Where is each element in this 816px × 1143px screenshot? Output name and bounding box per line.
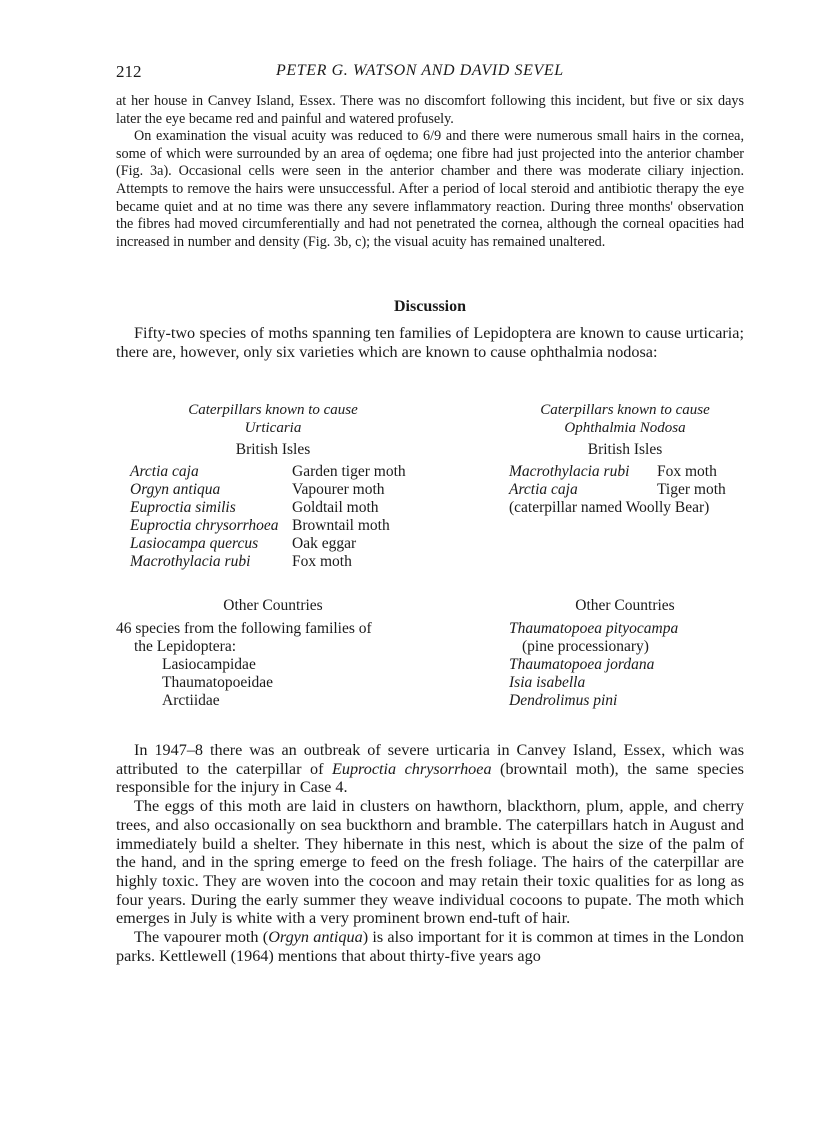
section-heading: Discussion <box>393 298 467 315</box>
family-name: Lasiocampidae <box>162 656 256 673</box>
case-report-text <box>116 93 744 251</box>
species-latin: Dendrolimus pini <box>509 692 618 709</box>
page-header <box>116 62 746 86</box>
other-species-note: 46 species from the following families of <box>116 620 372 637</box>
discussion-body <box>116 741 744 965</box>
species-common: Browntail moth <box>292 517 390 534</box>
body-paragraph: The vapourer moth (Orgyn antiqua) is also important for it is common at times in the London parks. Kettlewell (1964) mentions that about thirty-five years ago <box>116 928 744 965</box>
discussion-intro <box>116 324 744 361</box>
left-other-label: Other Countries <box>223 597 323 614</box>
species-latin: Euproctia similis <box>130 499 236 516</box>
species-latin: Orgyn antiqua <box>130 481 221 498</box>
right-column-title: Caterpillars known to cause Ophthalmia Nodosa <box>540 402 710 436</box>
right-british-label: British Isles <box>587 441 663 458</box>
case-paragraph: On examination the visual acuity was reduced to 6/9 and there were numerous small hairs in the cornea, some of which were surrounded by an area of oędema; one fibre had just projected into the anterior chamber (Fig. 3a). Occasional cells were seen in the anterior chamber and there was moderate ciliary injection. Attempts to remove the hairs were unsuccessful. After a period of local steroid and antibiotic therapy the eye became quiet and at no time was there any severe inflammatory reaction. During three months' observation the fibres had moved circumferentially and had not penetrated the cornea, although the corneal opacities had increased in number and density (Fig. 3b, c); the visual acuity has remained unaltered. <box>116 128 744 250</box>
species-common: (pine processionary) <box>522 638 649 655</box>
species-common: Oak eggar <box>292 535 357 552</box>
left-british-label: British Isles <box>235 441 311 458</box>
body-paragraph: In 1947–8 there was an outbreak of severe urticaria in Canvey Island, Essex, which was attributed to the caterpillar of Euproctia chrysorrhoea (browntail moth), the same species responsible for the injury in Case 4. <box>116 741 744 797</box>
running-head: PETER G. WATSON AND DAVID SEVEL <box>276 62 564 79</box>
species-latin: Arctia caja <box>509 481 578 498</box>
species-latin: Euproctia chrysorrhoea <box>130 517 279 534</box>
page-number: 212 <box>116 62 142 81</box>
species-latin: Thaumatopoea jordana <box>509 656 655 673</box>
body-paragraph: Fifty-two species of moths spanning ten families of Lepidoptera are known to cause urticaria; there are, however, only six varieties which are known to cause ophthalmia nodosa: <box>116 324 744 361</box>
species-latin: Lasiocampa quercus <box>130 535 259 552</box>
species-common: Goldtail moth <box>292 499 379 516</box>
species-common: Vapourer moth <box>292 481 385 498</box>
species-latin: Macrothylacia rubi <box>509 463 630 480</box>
case-paragraph: at her house in Canvey Island, Essex. There was no discomfort following this incident, but five or six days later the eye became red and painful and watered profusely. <box>116 93 744 127</box>
left-column-title: Caterpillars known to cause Urticaria <box>188 402 358 436</box>
other-species-note: the Lepidoptera: <box>134 638 236 655</box>
species-latin: Isia isabella <box>509 674 586 691</box>
species-latin: Macrothylacia rubi <box>130 553 251 570</box>
body-paragraph: The eggs of this moth are laid in clusters on hawthorn, blackthorn, plum, apple, and cherry trees, and also occasionally on sea buckthorn and bramble. The caterpillars hatch in August and immediately build a shelter. They hibernate in this nest, which is about the size of the palm of the hand, and in the spring emerge to feed on the fresh foliage. The hairs of the caterpillar are highly toxic. They are woven into the cocoon and may retain their toxic qualities for as long as four years. During the early summer they weave individual cocoons to pupate. The moth which emerges in July is white with a very prominent brown end-tuft of hair. <box>116 797 744 928</box>
species-latin: Arctia caja <box>130 463 199 480</box>
family-name: Thaumatopoeidae <box>162 674 274 691</box>
species-common: Tiger moth <box>657 481 726 498</box>
species-common: Garden tiger moth <box>292 463 406 480</box>
species-common: Fox moth <box>292 553 352 570</box>
family-name: Arctiidae <box>162 692 220 709</box>
species-common: Fox moth <box>657 463 717 480</box>
right-other-label: Other Countries <box>575 597 675 614</box>
species-latin: Thaumatopoea pityocampa <box>509 620 679 637</box>
species-note: (caterpillar named Woolly Bear) <box>509 499 710 516</box>
